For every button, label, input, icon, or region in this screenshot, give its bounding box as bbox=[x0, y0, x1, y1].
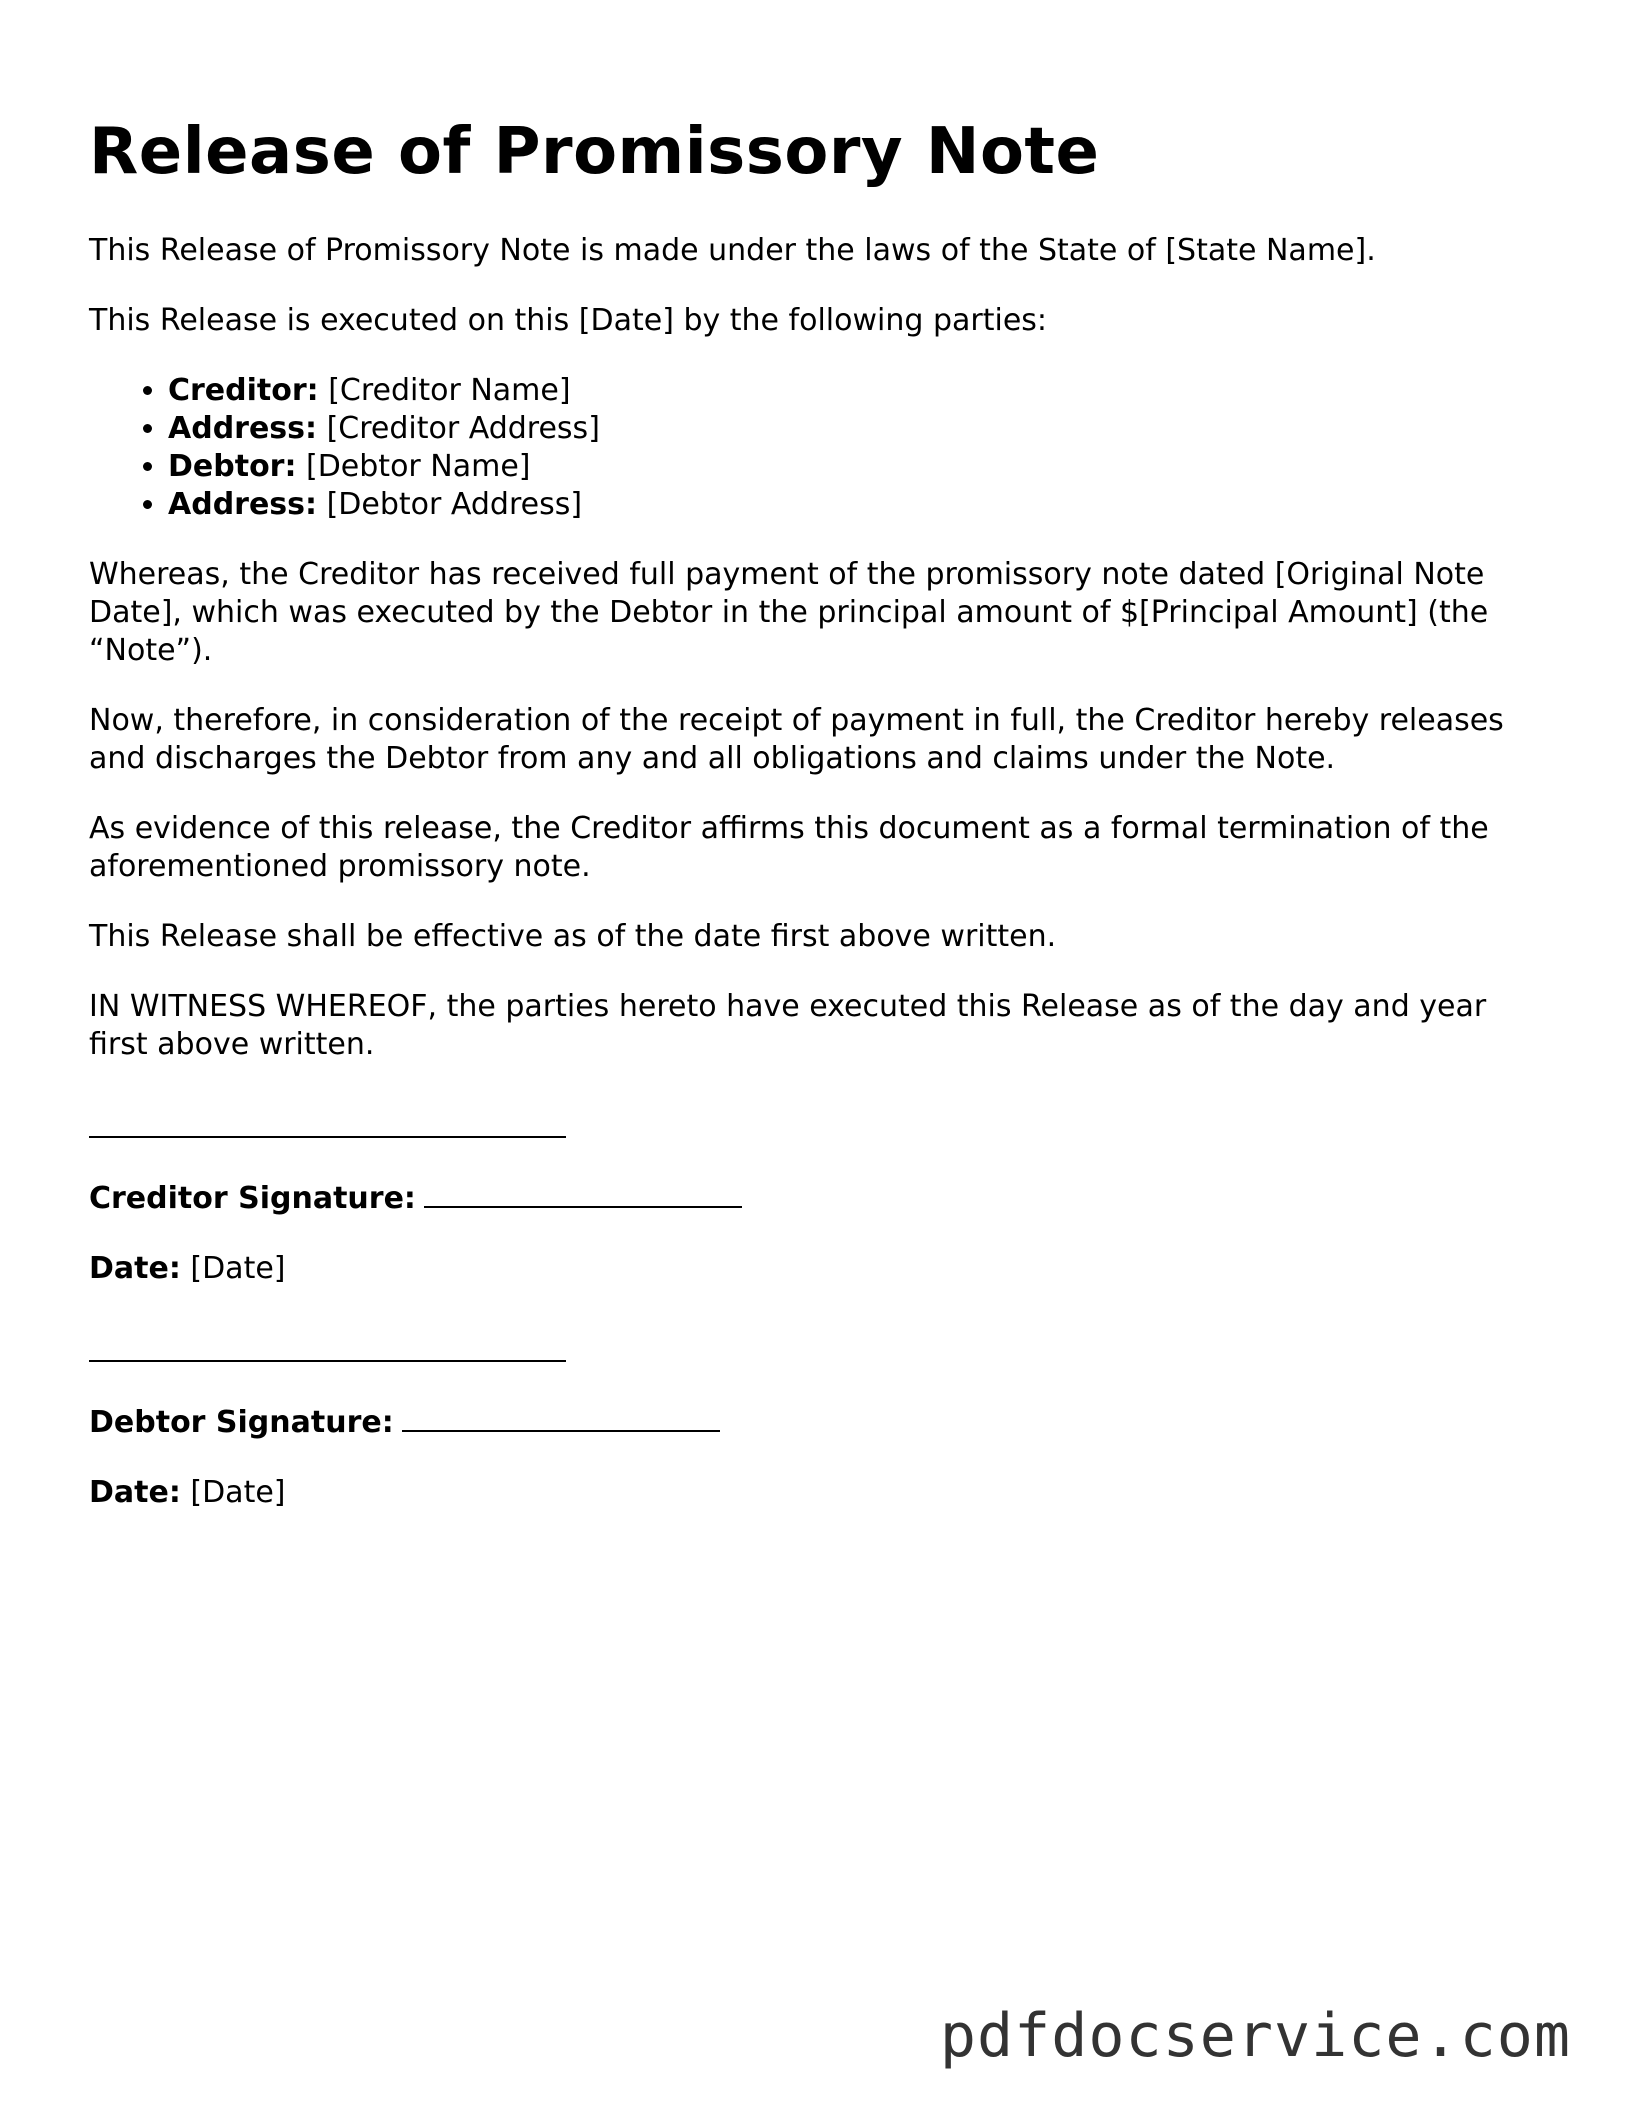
creditor-signature-row bbox=[89, 1176, 1549, 1218]
now-therefore-paragraph: Now, therefore, in consideration of the receipt of payment in full, the Creditor hereby releases and discharges the Debtor from any and all obligations and claims under the Note. bbox=[89, 703, 1504, 776]
debtor-signature-line bbox=[89, 1330, 1549, 1368]
creditor-signature-blank bbox=[424, 1176, 742, 1208]
debtor-date-row bbox=[89, 1474, 1549, 1512]
intro-paragraph-2: This Release is executed on this [Date] by the following parties: bbox=[89, 303, 1048, 338]
party-label: Debtor: bbox=[168, 449, 297, 484]
list-item bbox=[168, 486, 1549, 524]
document-title: Release of Promissory Note bbox=[89, 115, 1100, 189]
creditor-date-value: [Date] bbox=[180, 1251, 286, 1286]
effective-paragraph: This Release shall be effective as of the date first above written. bbox=[89, 919, 1057, 954]
debtor-signature-label: Debtor Signature: bbox=[89, 1405, 394, 1440]
whereas-paragraph: Whereas, the Creditor has received full payment of the promissory note dated [Original Note Date], which was executed by the Debtor in the principal amount of $[Principal Amount] (the “Note”). bbox=[89, 557, 1489, 668]
intro-paragraph-1: This Release of Promissory Note is made under the laws of the State of [State Name]. bbox=[89, 233, 1376, 268]
witness-paragraph: IN WITNESS WHEREOF, the parties hereto have executed this Release as of the day and year first above written. bbox=[89, 989, 1487, 1062]
list-item bbox=[168, 372, 1549, 410]
signature-rule bbox=[89, 1106, 566, 1138]
debtor-signature-blank bbox=[402, 1400, 720, 1432]
creditor-signature-label: Creditor Signature: bbox=[89, 1181, 416, 1216]
party-value: [Creditor Address] bbox=[317, 411, 600, 446]
party-value: [Creditor Name] bbox=[318, 373, 571, 408]
party-value: [Debtor Address] bbox=[317, 487, 583, 522]
debtor-date-label: Date: bbox=[89, 1475, 181, 1510]
creditor-signature-line bbox=[89, 1106, 1549, 1144]
document-page bbox=[89, 110, 1549, 1544]
party-label: Address: bbox=[168, 487, 318, 522]
party-label: Address: bbox=[168, 411, 318, 446]
party-label: Creditor: bbox=[168, 373, 319, 408]
creditor-date-row bbox=[89, 1250, 1549, 1288]
debtor-date-value: [Date] bbox=[180, 1475, 286, 1510]
debtor-signature-row bbox=[89, 1400, 1549, 1442]
signature-rule bbox=[89, 1330, 566, 1362]
evidence-paragraph: As evidence of this release, the Creditor affirms this document as a formal termination of the aforementioned promissory note. bbox=[89, 811, 1489, 884]
watermark: pdfdocservice.com bbox=[939, 2001, 1571, 2071]
list-item bbox=[168, 410, 1549, 448]
party-value: [Debtor Name] bbox=[296, 449, 531, 484]
creditor-date-label: Date: bbox=[89, 1251, 181, 1286]
list-item bbox=[168, 448, 1549, 486]
parties-list bbox=[89, 372, 1549, 524]
